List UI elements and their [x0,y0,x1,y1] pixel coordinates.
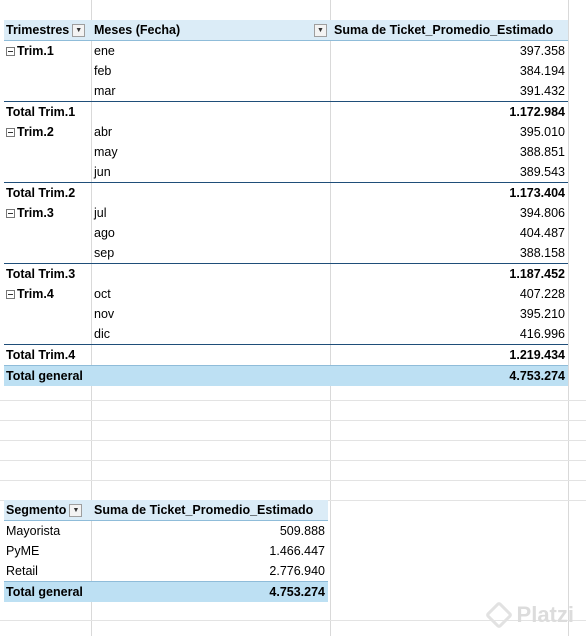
segment-row [4,521,328,541]
platzi-watermark [489,602,574,628]
header-suma-label: Suma de Ticket_Promedio_Estimado [334,23,554,37]
value-cell: 404.487 [519,226,565,240]
grand-total-label: Total general [6,369,83,383]
subtotal-row [4,344,568,365]
pivot-table-segments [4,500,328,602]
collapse-icon[interactable] [6,47,15,56]
grand-total-empty [91,366,331,385]
value-cell: 416.996 [519,327,565,341]
segment-row [4,541,328,561]
segment-label: Retail [6,564,38,578]
grand-total-row [4,581,328,602]
header-suma [91,500,328,519]
pivot-row [4,61,568,81]
value-cell: 388.158 [519,246,565,260]
row-divider [0,420,586,421]
pivot-header-row [4,20,568,41]
row-label-cell[interactable] [4,284,91,304]
row-label-cell[interactable] [4,203,91,223]
month-cell: ene [94,44,115,58]
value-cell: 394.806 [519,206,565,220]
watermark-text: Platzi [516,602,574,627]
subtotal-label: Total Trim.4 [6,348,76,362]
month-cell: ago [94,226,115,240]
value-cell: 391.432 [519,84,565,98]
row-label-cell [4,81,91,101]
header-trimestres-label: Trimestres [6,23,70,37]
subtotal-empty [91,264,331,283]
month-cell: oct [94,287,111,301]
pivot-row [4,223,568,243]
subtotal-value: 1.219.434 [509,348,565,362]
header-segmento[interactable] [4,500,91,519]
grand-total-value: 4.753.274 [509,369,565,383]
row-label-cell [4,162,91,182]
subtotal-value: 1.187.452 [509,267,565,281]
pivot-row [4,304,568,324]
row-label-cell [4,304,91,324]
pivot-row [4,324,568,344]
value-cell: 395.010 [519,125,565,139]
subtotal-empty [91,183,331,202]
collapse-icon[interactable] [6,128,15,137]
pivot-row [4,81,568,101]
quarter-label: Trim.1 [17,44,54,58]
grand-total-value: 4.753.274 [269,585,325,599]
pivot-row [4,162,568,182]
filter-dropdown-icon[interactable]: ▼ [314,24,327,37]
pivot-row [4,203,568,223]
value-cell: 407.228 [519,287,565,301]
value-cell: 397.358 [519,44,565,58]
collapse-icon[interactable] [6,290,15,299]
subtotal-empty [91,345,331,364]
header-meses[interactable] [91,20,331,39]
value-cell: 384.194 [519,64,565,78]
pivot-row [4,122,568,142]
row-divider [0,460,586,461]
header-trimestres[interactable] [4,20,91,39]
pivot-row [4,284,568,304]
pivot-header-row [4,500,328,521]
header-meses-label: Meses (Fecha) [94,23,181,37]
platzi-logo-icon [484,601,512,629]
month-cell: nov [94,307,115,321]
row-label-cell [4,324,91,344]
row-divider [0,480,586,481]
subtotal-row [4,182,568,203]
subtotal-empty [91,102,331,121]
header-segmento-label: Segmento [6,503,67,517]
segment-value: 509.888 [279,524,325,538]
month-cell: jul [94,206,107,220]
segment-label: Mayorista [6,524,61,538]
row-divider [0,440,586,441]
quarter-label: Trim.2 [17,125,54,139]
grand-total-label: Total general [6,585,83,599]
grand-total-row [4,365,568,386]
month-cell: sep [94,246,115,260]
row-label-cell[interactable] [4,122,91,142]
subtotal-row [4,101,568,122]
pivot-table-months [4,20,568,386]
subtotal-row [4,263,568,284]
pivot-row [4,243,568,263]
pivot-row [4,142,568,162]
value-cell: 388.851 [519,145,565,159]
collapse-icon[interactable] [6,209,15,218]
filter-dropdown-icon[interactable]: ▼ [72,24,85,37]
segment-value: 2.776.940 [269,564,325,578]
month-cell: feb [94,64,112,78]
quarter-label: Trim.4 [17,287,54,301]
row-label-cell [4,243,91,263]
month-cell: jun [94,165,111,179]
subtotal-label: Total Trim.2 [6,186,76,200]
row-label-cell [4,61,91,81]
filter-dropdown-icon[interactable]: ▼ [69,504,82,517]
month-cell: abr [94,125,113,139]
row-label-cell [4,142,91,162]
segment-row [4,561,328,581]
subtotal-value: 1.173.404 [509,186,565,200]
row-divider [0,400,586,401]
column-divider [568,0,569,636]
month-cell: mar [94,84,116,98]
subtotal-label: Total Trim.1 [6,105,76,119]
month-cell: may [94,145,118,159]
pivot-row [4,41,568,61]
row-label-cell [4,223,91,243]
subtotal-value: 1.172.984 [509,105,565,119]
value-cell: 395.210 [519,307,565,321]
row-label-cell[interactable] [4,41,91,61]
subtotal-label: Total Trim.3 [6,267,76,281]
segment-value: 1.466.447 [269,544,325,558]
month-cell: dic [94,327,110,341]
quarter-label: Trim.3 [17,206,54,220]
segment-label: PyME [6,544,40,558]
header-suma-label: Suma de Ticket_Promedio_Estimado [94,503,314,517]
value-cell: 389.543 [519,165,565,179]
header-suma [331,20,568,39]
